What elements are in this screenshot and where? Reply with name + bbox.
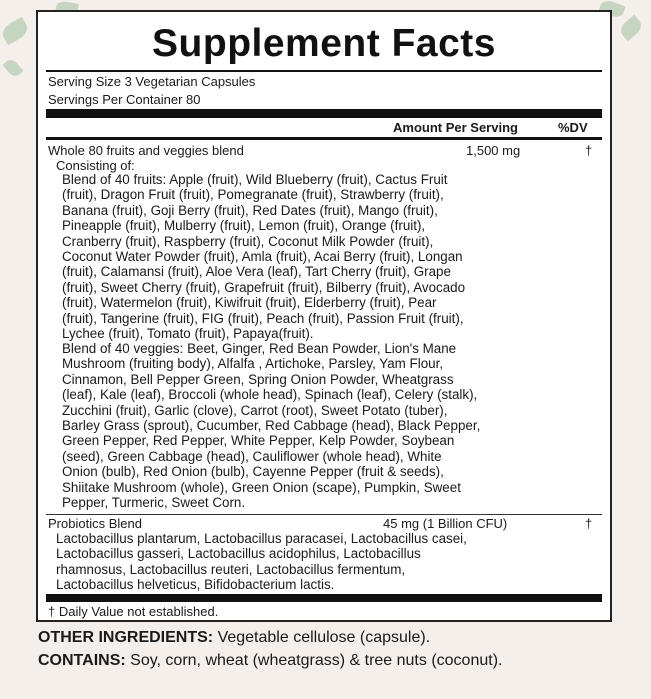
serving-size: Serving Size 3 Vegetarian Capsules	[48, 74, 256, 89]
blend1-name: Whole 80 fruits and veggies blend	[48, 143, 244, 158]
contains-value: Soy, corn, wheat (wheatgrass) & tree nuts (coconut).	[125, 652, 503, 669]
panel-title: Supplement Facts	[152, 22, 496, 65]
blend1-consisting: Consisting of:	[56, 158, 135, 173]
contains-label: CONTAINS:	[38, 652, 126, 669]
blend1-dv: †	[585, 143, 593, 158]
other-ingredients	[38, 629, 430, 647]
probiotic-strains-list: Lactobacillus plantarum, Lactobacillus paracasei, Lactobacillus casei, Lactobacillus gasseri, Lactobacillus acidophilus, Lactobacillus rhamnosus, Lactobacillus reuteri, Lactobacillus fermentum, Lactobacillus helveticus, Bifidobacterium lactis.	[56, 531, 467, 593]
dv-header: %DV	[558, 120, 588, 135]
daily-value-footnote: † Daily Value not established.	[48, 604, 219, 619]
other-ingredients-label: OTHER INGREDIENTS:	[38, 629, 214, 646]
servings-per-container: Servings Per Container 80	[48, 92, 201, 107]
leaf-decoration	[617, 15, 644, 41]
fruits-blend-list: Blend of 40 fruits: Apple (fruit), Wild Blueberry (fruit), Cactus Fruit (fruit), Dragon Fruit (fruit), Pomegranate (fruit), Strawberry (fruit), Banana (fruit), Goji Berry (fruit), Red Dates (fruit), Mango (fruit), Pineapple (fruit), Mulberry (fruit), Lemon (fruit), Orange (fruit), Cranberry (fruit), Raspberry (fruit), Coconut Milk Powder (fruit), Coconut Water Powder (fruit), Amla (fruit), Acai Berry (fruit), Longan (fruit), Calamansi (fruit), Aloe Vera (leaf), Tart Cherry (fruit), Grape (fruit), Sweet Cherry (fruit), Grapefruit (fruit), Bilberry (fruit), Avocado (fruit), Watermelon (fruit), Kiwifruit (fruit), Elderberry (fruit), Pear (fruit), Tangerine (fruit), FIG (fruit), Peach (fruit), Passion Fruit (fruit), Lychee (fruit), Tomato (fruit), Papaya(fruit).	[62, 172, 466, 342]
thick-rule-top	[46, 109, 602, 118]
veggies-blend-list: Blend of 40 veggies: Beet, Ginger, Red Bean Powder, Lion's Mane Mushroom (fruiting body), Alfalfa , Artichoke, Parsley, Yam Flour, Cinnamon, Bell Pepper Green, Spring Onion Powder, Wheatgrass (leaf), Kale (leaf), Broccoli (whole head), Spinach (leaf), Celery (stalk), Zucchini (fruit), Garlic (clove), Carrot (root), Sweet Potato (tuber), Barley Grass (sprout), Cucumber, Red Cabbage (head), Black Pepper, Green Pepper, Red Pepper, White Pepper, Kelp Powder, Soybean (seed), Green Cabbage (head), Cauliflower (whole head), White Onion (bulb), Red Onion (bulb), Cayenne Pepper (fruit & seeds), Shiitake Mushroom (whole), Green Onion (scape), Pumpkin, Sweet Pepper, Turmeric, Sweet Corn.	[62, 341, 481, 511]
supplement-facts-panel	[36, 10, 612, 622]
amount-per-serving-header: Amount Per Serving	[393, 120, 518, 135]
blend-separator	[46, 514, 602, 515]
leaf-decoration	[3, 57, 24, 79]
thick-rule-bottom	[46, 594, 602, 602]
blend2-dv: †	[585, 516, 593, 531]
blend2-amount: 45 mg (1 Billion CFU)	[383, 516, 508, 531]
header-rule	[46, 137, 602, 140]
leaf-decoration	[0, 17, 31, 46]
title-rule	[46, 70, 602, 72]
contains-statement	[38, 652, 502, 670]
blend1-amount: 1,500 mg	[466, 143, 521, 158]
other-ingredients-value: Vegetable cellulose (capsule).	[213, 629, 431, 646]
blend2-name: Probiotics Blend	[48, 516, 142, 531]
